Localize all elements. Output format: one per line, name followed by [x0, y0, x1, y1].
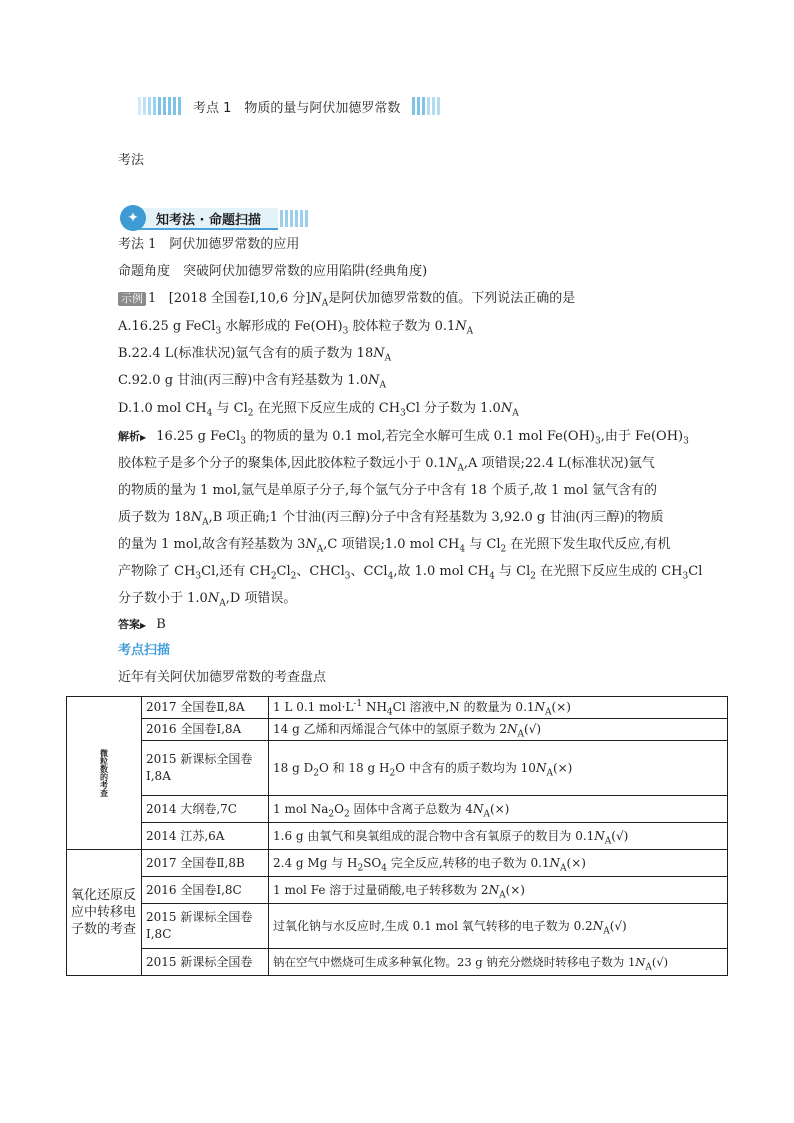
- example-source: [2018 全国卷Ⅰ,10,6 分]: [168, 291, 311, 306]
- source-cell: 2016 全国卷Ⅰ,8C: [142, 877, 269, 904]
- source-cell: 2017 全国卷Ⅱ,8B: [142, 850, 269, 877]
- source-cell: 2017 全国卷Ⅱ,8A: [142, 697, 269, 719]
- option-b: B.22.4 L(标准状况)氩气含有的质子数为 $18N_A$: [118, 346, 392, 364]
- source-cell: 2014 江苏,6A: [142, 823, 269, 850]
- table-row: [67, 719, 728, 741]
- statement-cell: 1 L 0.1 $mol\cdot L^{-1}$ $NH_4Cl$ 溶液中,N 的数量为 $0.1N_A(\times)$: [269, 697, 728, 719]
- option-c: C.92.0 g 甘油(丙三醇)中含有羟基数为 $1.0N_A$: [118, 373, 386, 391]
- table-row: [67, 949, 728, 976]
- jiexi-line-4: 质子数为 $18N_A,B$ 项正确;1 个甘油(丙三醇)分子中含有羟基数为 3,92.0 g 甘油(丙三醇)的物质: [118, 510, 664, 528]
- table-row: [67, 877, 728, 904]
- option-a: A.16.25 g FeCl$_3$ 水解形成的 $Fe(OH)_3$ 胶体粒子数为 $0.1N_A$: [118, 319, 474, 337]
- table-row: [67, 850, 728, 877]
- jiexi-line-6: 产物除了 $CH_3Cl$,还有 $CH_2Cl_2$、CHCl$_3$、CCl$_4$,故 1.0 mol $CH_4$ 与 $Cl_2$ 在光照下反应生成的 $CH_3Cl$: [118, 564, 703, 582]
- triangle-icon: ▶: [140, 621, 147, 630]
- mingti-heading: 命题角度 突破阿伏加德罗常数的应用陷阱(经典角度): [118, 264, 428, 279]
- decorative-stripes-left: [138, 97, 181, 115]
- table-row: [67, 796, 728, 823]
- banner-stripes: [280, 210, 308, 227]
- example-stem: 示例 1 [2018 全国卷Ⅰ,10,6 分]$N_A$是阿伏加德罗常数的值。下列说法正确的是: [118, 290, 575, 308]
- statement-cell: 1 mol $Na_2O_2$ 固体中含离子总数为 $4N_A(\times)$: [269, 796, 728, 823]
- decorative-stripes-right: [412, 97, 440, 115]
- table-row: [67, 904, 728, 949]
- jiexi-line-1: 解析▶ 16.25 g FeCl$_3$ 的物质的量为 0.1 mol,若完全水解可生成 0.1 mol $Fe(OH)_3$,由于 $Fe(OH)_3$: [118, 429, 689, 447]
- jiexi-label: 解析: [118, 430, 140, 443]
- banner-zhikaofa: [118, 205, 318, 230]
- summary-table: [66, 696, 728, 976]
- scan-heading: [118, 642, 170, 660]
- section-header: [138, 95, 440, 117]
- example-stem-text: 是阿伏加德罗常数的值。下列说法正确的是: [328, 291, 576, 306]
- statement-cell: 1.6 g 由氧气和臭氧组成的混合物中含有氧原子的数目为 $0.1N_A(√)$: [269, 823, 728, 850]
- table-row: [67, 697, 728, 719]
- answer-line: [118, 616, 166, 635]
- answer-value: B: [156, 617, 166, 632]
- example-tag: 示例: [118, 292, 146, 306]
- table-row: [67, 741, 728, 796]
- jiexi-line-7: 分子数小于 $1.0N_A,D$ 项错误。: [118, 591, 297, 609]
- statement-cell: 18 g $D_2O$ 和 18 g $H_2O$ 中含有的质子数均为 $10N_A(\times)$: [269, 741, 728, 796]
- group-label-redox: 氧化还原反 应中转移电 子数的考查: [67, 850, 142, 976]
- example-number: 1: [148, 291, 157, 306]
- statement-cell: 14 g 乙烯和丙烯混合气体中的氢原子数为 $2N_A(√)$: [269, 719, 728, 741]
- kaofa-heading: 考法: [118, 153, 145, 168]
- jiexi-line-5: 的量为 1 mol,故含有羟基数为 $3N_A,C$ 项错误;1.0 mol $CH_4$ 与 $Cl_2$ 在光照下发生取代反应,有机: [118, 537, 671, 555]
- kaofa1-heading: 考法 1 阿伏加德罗常数的应用: [118, 237, 300, 252]
- lightbulb-icon: ✦: [120, 205, 146, 231]
- statement-cell: 过氧化钠与水反应时,生成 0.1 mol 氧气转移的电子数为 $0.2N_A(√)$: [269, 904, 728, 949]
- statement-cell: 2.4 g Mg 与 $H_2SO_4$ 完全反应,转移的电子数为 $0.1N_A(\times)$: [269, 850, 728, 877]
- triangle-icon: ▶: [140, 433, 147, 442]
- source-cell: 2015 新课标全国卷: [142, 949, 269, 976]
- source-cell: 2015 新课标全国卷 Ⅰ,8C: [142, 904, 269, 949]
- answer-label: 答案: [118, 618, 140, 631]
- table-caption: 近年有关阿伏加德罗常数的考查盘点: [118, 670, 327, 685]
- option-d: D.1.0 mol $CH_4$ 与 $Cl_2$ 在光照下反应生成的 $CH_3Cl$ 分子数为 $1.0N_A$: [118, 401, 519, 419]
- scan-title: 考点扫描: [118, 643, 171, 658]
- group-label-particles: 微粒数的考查: [67, 697, 142, 850]
- source-cell: 2015 新课标全国卷 Ⅰ,8A: [142, 741, 269, 796]
- source-cell: 2016 全国卷Ⅰ,8A: [142, 719, 269, 741]
- statement-cell: 1 mol Fe 溶于过量硝酸,电子转移数为 $2N_A(\times)$: [269, 877, 728, 904]
- jiexi-line-3: 的物质的量为 1 mol,氩气是单原子分子,每个氩气分子中含有 18 个质子,故 1 mol 氩气含有的: [118, 483, 658, 498]
- section-title: 考点 1 物质的量与阿伏加德罗常数: [193, 100, 401, 116]
- banner-title: 知考法 · 命题扫描: [156, 213, 261, 228]
- source-cell: 2014 大纲卷,7C: [142, 796, 269, 823]
- jiexi-line-2: 胶体粒子是多个分子的聚集体,因此胶体粒子数远小于 $0.1N_A,A$ 项错误;22.4 L(标准状况)氩气: [118, 456, 655, 474]
- table-row: [67, 823, 728, 850]
- statement-cell: 钠在空气中燃烧可生成多种氧化物。23 g 钠充分燃烧时转移电子数为 $1N_A(√)$: [269, 949, 728, 976]
